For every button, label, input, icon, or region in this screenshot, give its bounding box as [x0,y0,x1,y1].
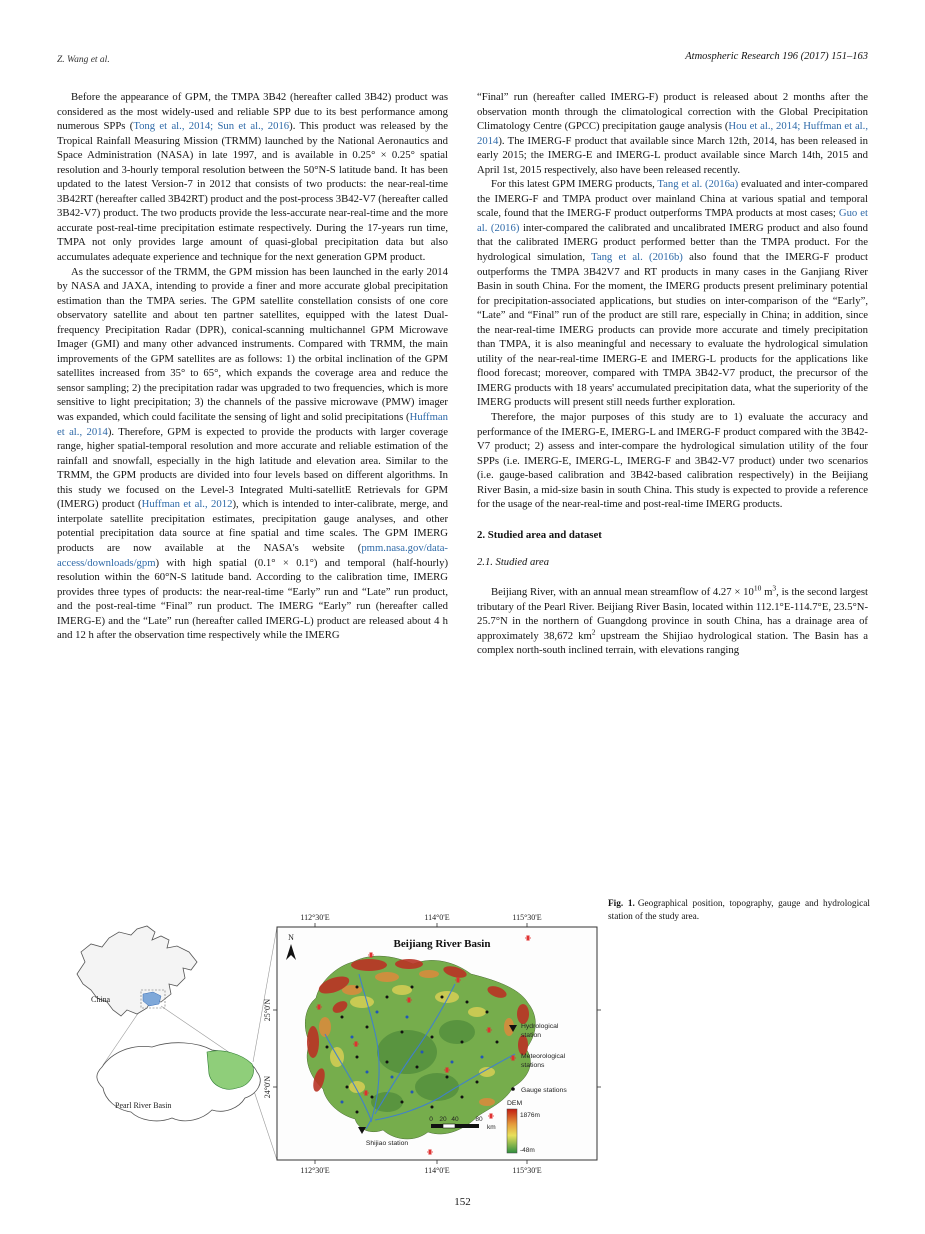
citation-link[interactable]: Tang et al. (2016b) [591,251,683,264]
lon-label-bottom: 115°30'E [512,1166,542,1175]
left-column [57,90,448,643]
pearl-river-basin-map [97,1043,260,1121]
text-run: ) with high spatial (0.1° × 0.1°) and temporal (half-hourly) resolution within the 60°N-S latitude band. According to the calibration time, IMERG provides three types of products: the near-real-time “Early” run and “Late” run product, and the post-real-time “Final” run product. The IMERG “Early” run (hereafter called IMERG-E) and the “Late” run (hereafter called IMERG-L) product are released about 4 h and 12 h after the observation time respectively while the IMERG [57,556,448,642]
body-paragraph [57,90,448,265]
text-run: ). This product was released by the Tropical Rainfall Measuring Mission (TRMM) launched by the National Aeronautics and Space Administration (NASA) in late 1997, and is available in 0.25° × 0.25° spatial resolution and 3-hourly temporal resolution between the 50°N-S latitude band. It has been updated to the latest Version-7 in 2012 that consists of two products: the near-real-time 3B42RT (hereafter called 3B42RT) product and the post-process 3B42-V7 (hereafter called 3B42-V7) product. The two products provide the less-accurate near-real-time and the more accurate post-real-time precipitation estimate respectively. During the 17-years run time, TMPA not only provides large amount of quasi-global precipitation data but also accumulates adequate experience and technique for the next generation GPM product. [57,120,449,264]
subsection-heading: 2.1. Studied area [477,557,549,569]
svg-text:km: km [487,1124,496,1131]
text-run: Therefore, the major purposes of this study are to 1) evaluate the accuracy and performance of the IMERG-E, IMERG-L and IMERG-F product compared with the 3B42-V7 product; 2) assess and inter-compare the hydrological simulation utility of the four SPPs (i.e. IMERG-E, IMERG-L, IMERG-F and 3B42-V7 product) under two scenarios (i.e. gauge-based calibration and 3B42-based calibration respectively) in the Beijiang River Basin, a mid-size basin in south China. This study is expected to provide a reference for the usage of the near-real-time and post-real-time IMERG products. [477,411,868,511]
citation-link[interactable]: Tong et al., 2014; Sun et al., 2016 [133,120,290,133]
svg-text:stations: stations [521,1062,545,1069]
svg-text:N: N [288,933,294,942]
text-run: evaluated and inter-compared the IMERG-F and TMPA product over mainland China at various spatial and temporal scale, found that the IMERG-F product outperforms TMPA products at most cases; [477,178,869,220]
beijiang-basin-map [263,913,601,1175]
china-label: China [91,995,111,1004]
svg-text:80: 80 [475,1116,483,1123]
svg-text:20: 20 [439,1116,447,1123]
dem-legend-title: DEM [507,1100,523,1107]
text-run: Before the appearance of GPM, the TMPA 3B42 (hereafter called 3B42) product was considered as the most widely-used and reliable SPP due to its best performance among numerous SPPs ( [57,91,448,133]
dem-colorbar [507,1109,517,1153]
svg-text:Meteorological: Meteorological [521,1053,566,1060]
citation-link[interactable]: Huffman et al., 2012 [141,498,233,511]
citation-link[interactable]: Huffman et al., 2014 [57,411,448,438]
figure-caption [608,898,870,923]
gauge-station-icon [511,1087,515,1091]
svg-text:0: 0 [429,1116,433,1123]
citation-link[interactable]: Tang et al. (2016a) [657,178,739,191]
page-number: 152 [454,1196,471,1208]
text-run: upstream the Shijiao hydrological station. The Basin has a complex north-south inclined terrain, with elevations ranging [477,629,868,657]
pearl-river-basin-label: Pearl River Basin [115,1101,172,1110]
running-head-journal: Atmospheric Research 196 (2017) 151–163 [685,51,868,62]
china-inset-map [77,926,197,1016]
body-paragraph [477,90,868,177]
text-run: also found that the IMERG-F product outperforms the TMPA 3B42V7 and RT products in many cases in the Ganjiang River Basin in south China. For the moment, the IMERG products present preliminary potential for precipitation-associated applications, but studies on inter-comparison of the “Early”, “Late” and “Final” run of the product are still rare, especially in China; in addition, since the near-real-time IMERG products can provide more accurate and timely precipitation than TMPA, it is also meaningful and necessary to evaluate the hydrological simulation utility of the near-real-time IMERG-E and IMERG-L products for the applications like flood forecast; moreover, compared with TMPA 3B42-V7 product, the precursor of the IMERG products with 18 years' accumulated precipitation data, what the superiority of the IMERG products will present still needs further exploration. [477,251,868,409]
text-run: , is the second largest tributary of the Pearl River. Beijiang River Basin, located within 112.1°E-114.7°E, 23.5°N-25.7°N in the northern of Guangdong province in south China, has a drainage area of approximately 38,672 km [477,585,868,642]
right-column [477,90,868,658]
dem-min-label: -48m [520,1147,535,1154]
text-run: 2 [591,627,596,637]
figure-1-map [57,902,602,1180]
body-paragraph [57,265,448,643]
lon-label-bottom: 114°0'E [424,1166,450,1175]
text-run: ). The IMERG-F product that available since March 12th, 2014, has been released in early 2015; the IMERG-E and IMERG-L product available since March 14th, 2015 and April 1st, 2015 respectively, also have been released recently. [477,134,868,176]
text-run: 10 [753,583,762,593]
lon-label-top: 115°30'E [512,913,542,922]
figure-caption-label: Fig. 1. [608,899,635,909]
body-paragraph [477,585,868,658]
svg-text:Gauge stations: Gauge stations [521,1087,567,1094]
section-heading: 2. Studied area and dataset [477,528,602,541]
text-run: inter-compared the calibrated and uncalibrated IMERG product and also found that the calibrated IMERG product performed better than the TMPA product. For the hydrological simulation, [477,221,868,264]
svg-text:40: 40 [451,1116,459,1123]
text-run: Beijiang River, with an annual mean streamflow of 4.27 × 10 [491,585,754,598]
lat-label: 24°0'N [263,1075,272,1099]
text-run: For this latest GPM IMERG products, [491,178,658,191]
svg-text:station: station [521,1032,542,1039]
map-title: Beijiang River Basin [393,938,491,950]
dem-max-label: 1876m [520,1112,540,1119]
citation-link[interactable]: Guo et al. (2016) [477,207,868,234]
beijiang-subbasin-highlight [207,1051,254,1089]
running-head-authors: Z. Wang et al. [57,55,110,65]
text-run: As the successor of the TRMM, the GPM mission has been launched in the early 2014 by NASA and JAXA, intending to provide a finer and more accurate global precipitation estimation than the TMPA series. The GPM satellite constellation consists of one core observatory satellite and about ten partner satellites, equipped with the latest Dual-frequency Precipitation Radar (DPR), conical-scanning multichannel GPM Microwave Imager (GMI) and many other advanced instruments. Compared with TRMM, the main improvements of the GPM satellites are as follows: 1) the orbital inclination of the GPM satellites increased from 35° to 65°, which expands the coverage area and reduce the sensor sampling; 2) the precipitation radar was upgraded to two frequencies, which is more sensitive to light precipitation; 3) the channels of the passive microwave (PMW) imager was expanded, which could facilitate the sensing of light and solid precipitations ( [57,265,448,424]
lon-label-bottom: 112°30'E [300,1166,330,1175]
text-run: m [761,585,773,598]
text-run: 3 [772,583,777,593]
body-paragraph [477,410,868,512]
citation-link[interactable]: pmm.nasa.gov/data-access/downloads/gpm [57,541,448,569]
body-paragraph [477,177,868,410]
text-run: ). Therefore, GPM is expected to provide the products with larger coverage range, higher spatial-temporal resolution and more accurate and reliable estimation of the rainfall and snowfall, especially in the high latitude and elevation area. Similar to the TRMM, the GPM products are divided into four levels based on different algorithms. In this study we focused on the Level-3 Integrated Multi-satellitE Retrievals for GPM (IMERG) product ( [57,425,448,511]
svg-text:Hydrological: Hydrological [521,1023,559,1030]
lat-label: 25°0'N [263,998,272,1022]
text-run: ), which is intended to inter-calibrate, merge, and interpolate satellite precipitation estimates, precipitation gauge analyses, and other potential precipitation data source at fine spatial and time scales. The GPM IMERG products are now available at the NASA's website ( [57,498,449,554]
text-run: “Final” run (hereafter called IMERG-F) product is released about 2 months after the observation month through the climatological correction with the Global Precipitation Climatology Centre (GPCC) precipitation gauge analysis ( [477,91,868,133]
citation-link[interactable]: Hou et al., 2014; Huffman et al., 2014 [477,120,868,147]
shijiao-station-label: Shijiao station [365,1140,409,1147]
lon-label-top: 112°30'E [300,913,330,922]
figure-caption-text: Geographical position, topography, gauge and hydrological station of the study area. [608,899,870,922]
lon-label-top: 114°0'E [424,913,450,922]
